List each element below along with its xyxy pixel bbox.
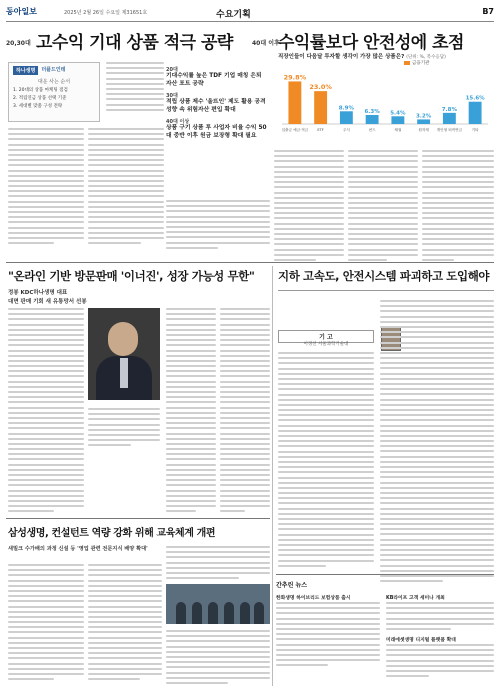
short-news-heading: 간추린 뉴스 <box>276 582 308 589</box>
person-shape <box>224 602 234 624</box>
bottom-article-sub: 새밀크 수가배의 과정 신설 등 '영업 관련 전문지식 배양 확대' <box>8 546 148 552</box>
mid-body-col3 <box>166 308 216 516</box>
person-shape <box>192 602 202 624</box>
example-subtitle: 대운 사는 순서 <box>37 79 71 85</box>
person-shape <box>208 602 218 624</box>
headline-left-title: 고수익 기대 상품 적극 공략 <box>36 33 233 53</box>
face-shape <box>108 322 138 356</box>
chart-value-label: 7.8% <box>441 106 458 113</box>
bottom-body-col3 <box>166 546 270 582</box>
legend-label: 금융기관 <box>412 61 430 66</box>
shirt-shape <box>120 358 128 388</box>
example-box-header <box>13 66 95 75</box>
chart-category-label: 입출금 예금·적금 <box>281 128 309 132</box>
sub-point-label: 30대 <box>166 93 178 99</box>
mid-body-col2 <box>88 408 160 450</box>
short-news-item: 미래에셋생명 디지털 플랫폼 확대 <box>386 638 456 643</box>
mid-article-title: "온라인 기반 방문판매 '이너진', 성장 가능성 무한" <box>8 269 255 283</box>
short-news-body <box>386 602 494 633</box>
investment-chart <box>274 52 494 144</box>
date-line: 2025년 2월 26일 수요일 제31651호 <box>64 10 148 16</box>
short-news-body <box>386 644 494 680</box>
mid-body-col4 <box>220 308 270 516</box>
column-divider <box>272 266 273 686</box>
mid-article-sub1: 정봉 KDC하나생명 대표 <box>8 290 68 296</box>
article-body-col5 <box>348 150 418 264</box>
chart-category-label: 기타 <box>471 128 479 132</box>
page-number: B7 <box>482 7 494 16</box>
article-body-col2 <box>88 128 164 247</box>
opinion-body-col2 <box>380 300 494 585</box>
main-headline <box>6 24 494 53</box>
sub-point-label: 40대 이상 <box>166 119 190 125</box>
headline-right-tag: 40대 이후 <box>252 40 280 47</box>
short-news-divider <box>276 574 494 575</box>
chart-value-label: 29.8% <box>283 73 307 82</box>
chart-category-label: 원자재 <box>418 128 429 132</box>
chart-unit: (단위: %, 복수응답) <box>406 55 446 60</box>
mid-body-col1 <box>8 308 84 516</box>
ceo-photo <box>88 308 160 400</box>
article-body-col6 <box>422 150 494 264</box>
example-box <box>8 62 100 122</box>
kigo-author: 이경선 서울과학기술대 <box>303 342 349 347</box>
person-shape <box>176 602 186 624</box>
chart-bar <box>314 91 327 124</box>
short-news-item: 한화생명 하이브리드 보험상품 출시 <box>276 596 351 601</box>
short-news-body <box>276 602 380 669</box>
article-body-col2-top <box>106 62 164 114</box>
bottom-article-title: 삼성생명, 컨설턴트 역량 강화 위해 교육체계 개편 <box>8 528 216 539</box>
example-item: 1. 20대의 상품 마케팅 점검 <box>13 88 68 93</box>
person-shape <box>240 602 250 624</box>
section-title: 수요기획 <box>216 10 251 20</box>
headline-left-tag: 20,30대 <box>6 40 31 47</box>
chart-category-label: 채권 <box>394 128 402 132</box>
chart-bar <box>366 115 379 124</box>
short-news-item: KB라이프 고객 세미나 개최 <box>386 596 445 601</box>
masthead <box>6 4 494 22</box>
section-divider <box>6 262 494 263</box>
chart-value-label: 23.0% <box>309 83 332 92</box>
example-tag-2: 더플드인테 <box>41 67 66 73</box>
chart-value-label: 8.9% <box>338 105 355 112</box>
training-photo <box>166 584 270 624</box>
bottom-body-col2 <box>88 564 162 683</box>
sub-point-title: 상품 구기 상품 투 사업자 비율 수익 50대 중반 이후 원금 보장형 확대 필요 <box>166 125 267 139</box>
right-article-title: 지하 고속도, 안전시스템 파괴하고 도입해야 <box>278 269 490 283</box>
chart-plot <box>274 64 494 144</box>
person-shape <box>254 602 264 624</box>
paper-name: 동아일보 <box>6 7 37 16</box>
sub-point-title: 기대수익률 높은 TDF 기업 매칭 은퇴 자산 포트 공략 <box>166 73 262 87</box>
bottom-divider <box>6 518 270 519</box>
chart-bar <box>469 102 482 124</box>
chart-category-label: 주식 <box>342 128 350 132</box>
kigo-label: 기 고 <box>278 330 374 343</box>
sub-points <box>166 62 268 140</box>
example-item: 3. 세대별 맞춤 구성 전략 <box>13 104 63 109</box>
chart-category-label: 펀드 <box>368 128 376 132</box>
chart-title <box>278 52 446 60</box>
sub-point-title: 적립 상품 제수 '올뜨인' 제도 활용 공격 성향 속 위험자산 편입 확대 <box>166 99 266 113</box>
opinion-body-col1 <box>278 352 374 570</box>
chart-bar <box>443 113 456 124</box>
chart-bar <box>340 111 353 124</box>
sub-point-label: 20대 <box>166 67 178 73</box>
example-tag-1: 하나생명 <box>13 66 38 75</box>
chart-value-label: 3.2% <box>415 113 432 120</box>
chart-bar <box>391 116 404 124</box>
chart-category-label: ETF <box>317 128 324 132</box>
chart-title-text: 직장인들이 다음달 투자할 생각이 가장 많은 상품은? <box>278 54 405 60</box>
chart-value-label: 6.3% <box>364 109 380 115</box>
article-body-col3 <box>166 200 270 252</box>
article-body-col1 <box>8 128 84 247</box>
chart-category-label: 개인형 퇴직연금 <box>436 128 463 132</box>
example-item: 2. 적립연금 상품 선택 기준 <box>13 96 67 101</box>
chart-value-label: 5.4% <box>390 110 406 117</box>
chart-bar <box>417 119 430 124</box>
chart-value-label: 15.6% <box>465 95 485 102</box>
right-title-rule <box>278 290 494 291</box>
bottom-body-col4 <box>166 630 270 687</box>
chart-bar <box>288 81 301 124</box>
article-body-col4 <box>274 150 344 264</box>
headline-right-title: 수익률보다 안전성에 초점 <box>278 33 464 53</box>
bottom-body-col1 <box>8 564 84 683</box>
mid-article-sub2: 대면 판매 기회 새 유통망서 선봉 <box>8 299 87 305</box>
